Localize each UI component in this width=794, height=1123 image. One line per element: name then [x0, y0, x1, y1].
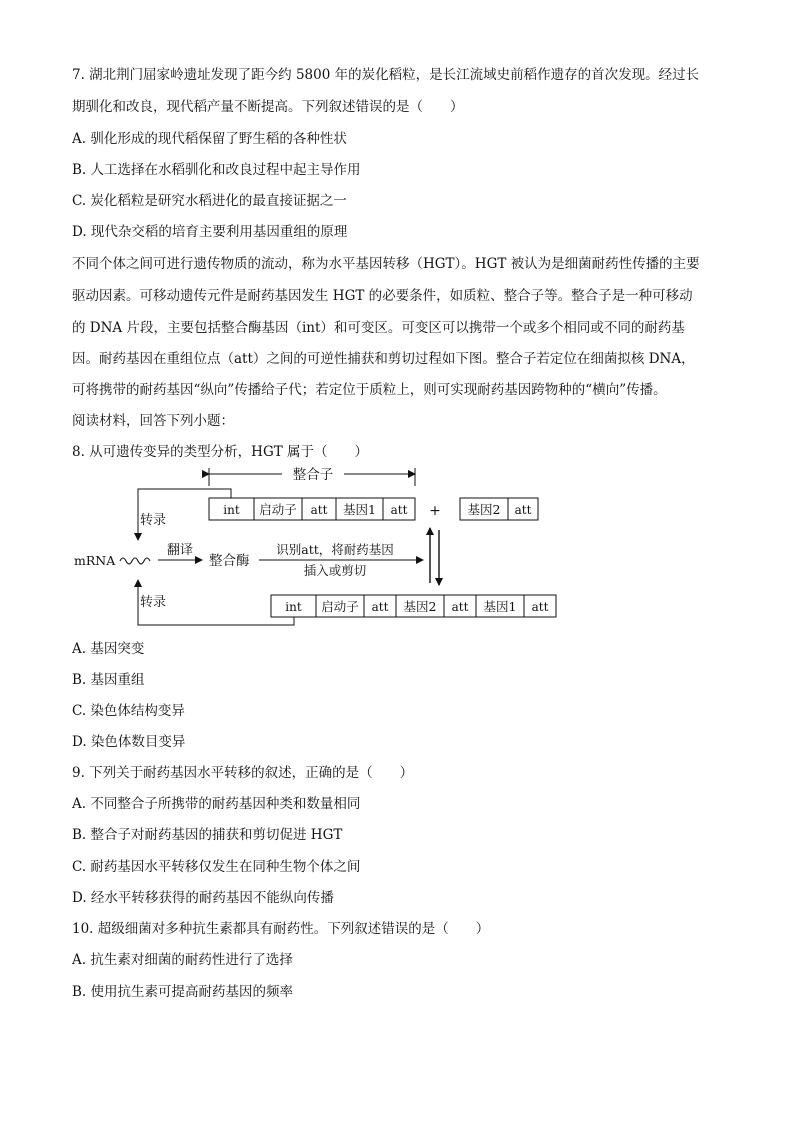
translation-label: 翻译 [166, 543, 194, 558]
q10-option-a: A. 抗生素对细菌的耐药性进行了选择 [72, 952, 293, 968]
mrna-label: mRNA [74, 553, 116, 568]
action-label-line2: 插入或剪切 [303, 563, 367, 578]
cassette-gene2-label: 基因2 [467, 502, 501, 517]
gene-cassette [460, 498, 538, 520]
q10-stem: 10. 超级细菌对多种抗生素都具有耐药性。下列叙述错误的是（ ） [72, 921, 490, 937]
top-box-int-label: int [223, 503, 240, 517]
material-line3: 的 DNA 片段，主要包括整合酶基因（int）和可变区。可变区可以携带一个或多个相同或不同的耐药基 [72, 320, 685, 336]
q8-option-d: D. 染色体数目变异 [72, 734, 186, 750]
q9-option-d: D. 经水平转移获得的耐药基因不能纵向传播 [72, 890, 334, 906]
q8-option-b: B. 基因重组 [72, 672, 145, 688]
top-box-gene1-label: 基因1 [343, 502, 376, 517]
transcription-bottom-label: 转录 [140, 595, 167, 610]
material-line1: 不同个体之间可进行遗传物质的流动，称为水平基因转移（HGT）。HGT 被认为是细菌耐药性传播的主要 [72, 256, 700, 272]
q7-stem-line1: 7. 湖北荆门屈家岭遗址发现了距今约 5800 年的炭化稻粒，是长江流域史前稻作遗存的首次发现。经过长 [72, 67, 700, 83]
bottom-box-promoter-label: 启动子 [321, 599, 359, 614]
mrna-wave [120, 558, 150, 564]
q9-option-b: B. 整合子对耐药基因的捕获和剪切促进 HGT [72, 827, 343, 843]
q10-option-b: B. 使用抗生素可提高耐药基因的频率 [72, 984, 294, 1000]
q7-stem-line2: 期驯化和改良，现代稻产量不断提高。下列叙述错误的是（ ） [72, 99, 464, 115]
bottom-box-int-label: int [285, 600, 302, 614]
q7-option-b: B. 人工选择在水稻驯化和改良过程中起主导作用 [72, 162, 361, 178]
top-box-att1-label: att [310, 503, 328, 517]
material-line4: 因。耐药基因在重组位点（att）之间的可逆性捕获和剪切过程如下图。整合子若定位在细菌拟核 DNA， [72, 351, 695, 367]
top-box-promoter-label: 启动子 [259, 502, 297, 517]
q8-option-a: A. 基因突变 [72, 641, 145, 657]
top-box-att2-label: att [390, 503, 408, 517]
bottom-box-gene2-label: 基因2 [403, 599, 437, 614]
q7-option-c: C. 炭化稻粒是研究水稻进化的最直接证据之一 [72, 193, 347, 209]
integrase-label: 整合酶 [209, 553, 250, 569]
q7-option-d: D. 现代杂交稻的培育主要利用基因重组的原理 [72, 224, 348, 240]
integron-label: 整合子 [292, 467, 334, 483]
q9-option-c: C. 耐药基因水平转移仅发生在同种生物个体之间 [72, 859, 361, 875]
q9-option-a: A. 不同整合子所携带的耐药基因种类和数量相同 [72, 796, 361, 812]
q8-option-c: C. 染色体结构变异 [72, 703, 185, 719]
bottom-box-gene1-label: 基因1 [483, 599, 517, 614]
material-line2: 驱动因素。可移动遗传元件是耐药基因发生 HGT 的必要条件，如质粒、整合子等。整合子是一种可移动 [72, 288, 693, 304]
q7-option-a: A. 驯化形成的现代稻保留了野生稻的各种性状 [72, 131, 347, 147]
transcription-top-label: 转录 [140, 513, 167, 528]
top-gene-row [209, 498, 415, 520]
bottom-box-att1-label: att [371, 600, 389, 614]
bottom-box-att2-label: att [451, 600, 469, 614]
q9-stem: 9. 下列关于耐药基因水平转移的叙述，正确的是（ ） [72, 765, 414, 781]
bottom-gene-row [271, 595, 556, 617]
integron-diagram [70, 466, 570, 632]
material-line6: 阅读材料，回答下列小题： [72, 413, 234, 429]
bottom-box-att3-label: att [531, 600, 549, 614]
plus-sign: + [429, 503, 441, 519]
cassette-att-label: att [514, 503, 532, 517]
action-label-line1: 识别att，将耐药基因 [276, 542, 394, 557]
material-line5: 可将携带的耐药基因“纵向”传播给子代；若定位于质粒上，则可实现耐药基因跨物种的“横向”传播。 [72, 382, 667, 398]
q8-stem: 8. 从可遗传变异的类型分析，HGT 属于（ ） [72, 444, 369, 460]
